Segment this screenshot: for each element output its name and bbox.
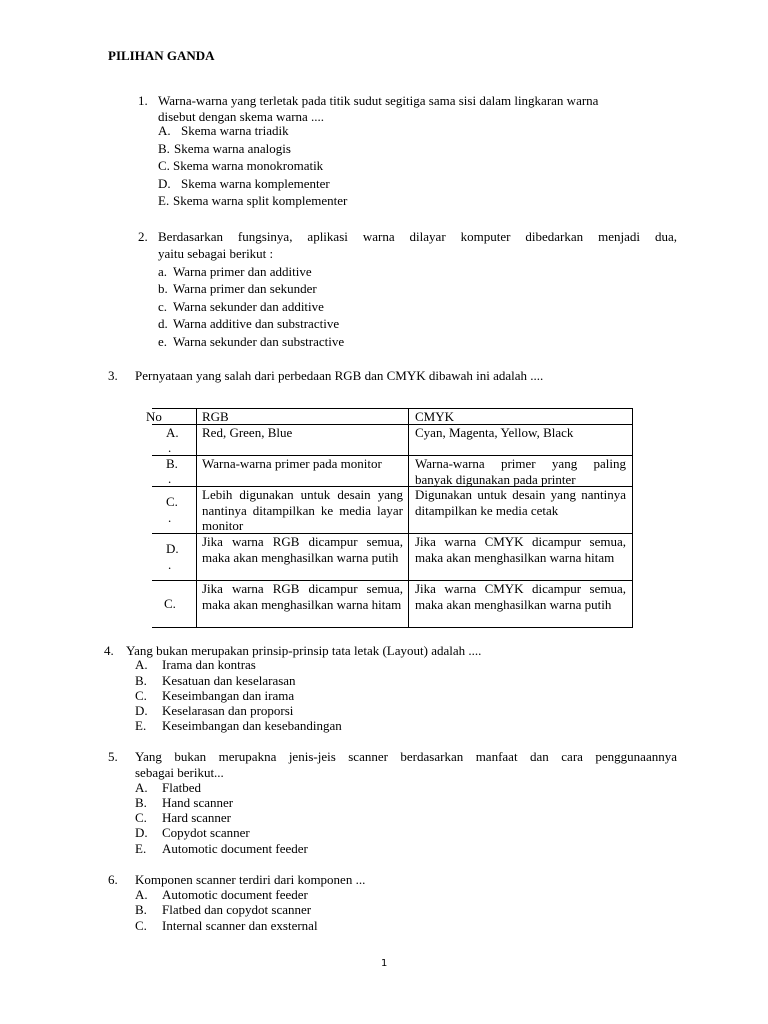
- option-label: a.: [158, 264, 168, 279]
- option-text: Hand scanner: [162, 795, 234, 810]
- rgb-cell: Jika warna RGB dicampur semua, maka akan menghasilkan warna hitam: [202, 581, 403, 612]
- option-text: Keseimbangan dan kesebandingan: [162, 718, 342, 733]
- option-text: Keselarasan dan proporsi: [162, 703, 294, 718]
- option-label: B.: [135, 902, 147, 917]
- option-label: A.: [135, 657, 148, 672]
- option-label: E.: [135, 841, 147, 856]
- row-label: C.: [166, 494, 178, 509]
- option-text: Skema warna split komplementer: [173, 193, 348, 208]
- option-text: Warna sekunder dan substractive: [173, 334, 345, 349]
- question-number: 6.: [108, 872, 118, 887]
- row-label: A.: [166, 425, 179, 440]
- option-text: Copydot scanner: [162, 825, 250, 840]
- rgb-cell: Lebih digunakan untuk desain yang nantinya ditampilkan ke media layar monitor: [202, 487, 403, 533]
- option-label: C.: [135, 810, 147, 825]
- option-text: Internal scanner dan exsternal: [162, 918, 318, 933]
- row-label-dot: .: [168, 440, 172, 455]
- option-label: d.: [158, 316, 168, 331]
- option-text: Automotic document feeder: [162, 841, 308, 856]
- page-heading: PILIHAN GANDA: [108, 48, 215, 63]
- question-number: 3.: [108, 368, 118, 383]
- rgb-cell: Jika warna RGB dicampur semua, maka akan menghasilkan warna putih: [202, 534, 403, 565]
- question-text: Pernyataan yang salah dari perbedaan RGB dan CMYK dibawah ini adalah ....: [135, 368, 544, 383]
- option-text: Keseimbangan dan irama: [162, 688, 295, 703]
- option-label: D.: [135, 703, 148, 718]
- row-label: B.: [166, 456, 178, 471]
- rgb-cell: Warna-warna primer pada monitor: [202, 456, 382, 471]
- option-text: Skema warna komplementer: [181, 176, 330, 191]
- option-text: Skema warna triadik: [181, 123, 289, 138]
- question-number: 1.: [138, 93, 148, 108]
- question-text: Komponen scanner terdiri dari komponen ...: [135, 872, 366, 887]
- option-text: Automotic document feeder: [162, 887, 308, 902]
- row-label-dot: .: [168, 557, 172, 572]
- question-number: 2.: [138, 229, 148, 244]
- option-label: C.: [158, 158, 170, 173]
- option-label: A.: [135, 887, 148, 902]
- table-header-cmyk: CMYK: [415, 409, 455, 424]
- question-number: 5.: [108, 749, 118, 764]
- row-label: C.: [164, 596, 176, 611]
- table-header-no: No: [146, 409, 162, 424]
- rgb-cell: Red, Green, Blue: [202, 425, 293, 440]
- page-number: 1: [381, 958, 388, 969]
- option-label: A.: [135, 780, 148, 795]
- row-label: D.: [166, 541, 179, 556]
- option-label: A.: [158, 123, 171, 138]
- option-label: D.: [158, 176, 171, 191]
- question-text: Yang bukan merupakna jenis-jeis scanner berdasarkan manfaat dan cara penggunaannya: [135, 749, 677, 764]
- question-text: Warna-warna yang terletak pada titik sudut segitiga sama sisi dalam lingkaran warna: [158, 93, 599, 108]
- option-text: Kesatuan dan keselarasan: [162, 673, 296, 688]
- row-label-dot: .: [168, 471, 172, 486]
- option-text: Skema warna analogis: [174, 141, 291, 156]
- option-label: E.: [158, 193, 170, 208]
- question-text: disebut dengan skema warna ....: [158, 109, 325, 124]
- option-label: b.: [158, 281, 168, 296]
- row-label-dot: .: [168, 510, 172, 525]
- option-text: Irama dan kontras: [162, 657, 256, 672]
- option-text: Flatbed dan copydot scanner: [162, 902, 312, 917]
- option-text: Warna additive dan substractive: [173, 316, 340, 331]
- question-number: 4.: [104, 643, 114, 658]
- option-text: Warna sekunder dan additive: [173, 299, 324, 314]
- option-label: C.: [135, 688, 147, 703]
- question-text: Berdasarkan fungsinya, aplikasi warna dilayar komputer dibedarkan menjadi dua,: [158, 229, 677, 244]
- cmyk-cell: Jika warna CMYK dicampur semua, maka akan menghasilkan warna putih: [415, 581, 626, 612]
- cmyk-cell: Cyan, Magenta, Yellow, Black: [415, 425, 574, 440]
- option-label: C.: [135, 918, 147, 933]
- option-label: B.: [135, 673, 147, 688]
- option-text: Skema warna monokromatik: [173, 158, 324, 173]
- cmyk-cell: Digunakan untuk desain yang nantinya ditampilkan ke media cetak: [415, 487, 626, 518]
- cmyk-cell: Jika warna CMYK dicampur semua, maka akan menghasilkan warna hitam: [415, 534, 626, 565]
- question-text: Yang bukan merupakan prinsip-prinsip tata letak (Layout) adalah ....: [126, 643, 482, 658]
- option-text: Warna primer dan additive: [173, 264, 312, 279]
- table-header-rgb: RGB: [202, 409, 229, 424]
- option-label: B.: [135, 795, 147, 810]
- option-label: D.: [135, 825, 148, 840]
- option-text: Flatbed: [162, 780, 201, 795]
- option-label: E.: [135, 718, 147, 733]
- question-text: sebagai berikut...: [135, 765, 224, 780]
- cmyk-cell: Warna-warna primer yang paling banyak digunakan pada printer: [415, 456, 626, 487]
- option-label: c.: [158, 299, 168, 314]
- question-text: yaitu sebagai berikut :: [158, 246, 274, 261]
- option-label: B.: [158, 141, 170, 156]
- option-text: Hard scanner: [162, 810, 231, 825]
- option-label: e.: [158, 334, 168, 349]
- option-text: Warna primer dan sekunder: [173, 281, 317, 296]
